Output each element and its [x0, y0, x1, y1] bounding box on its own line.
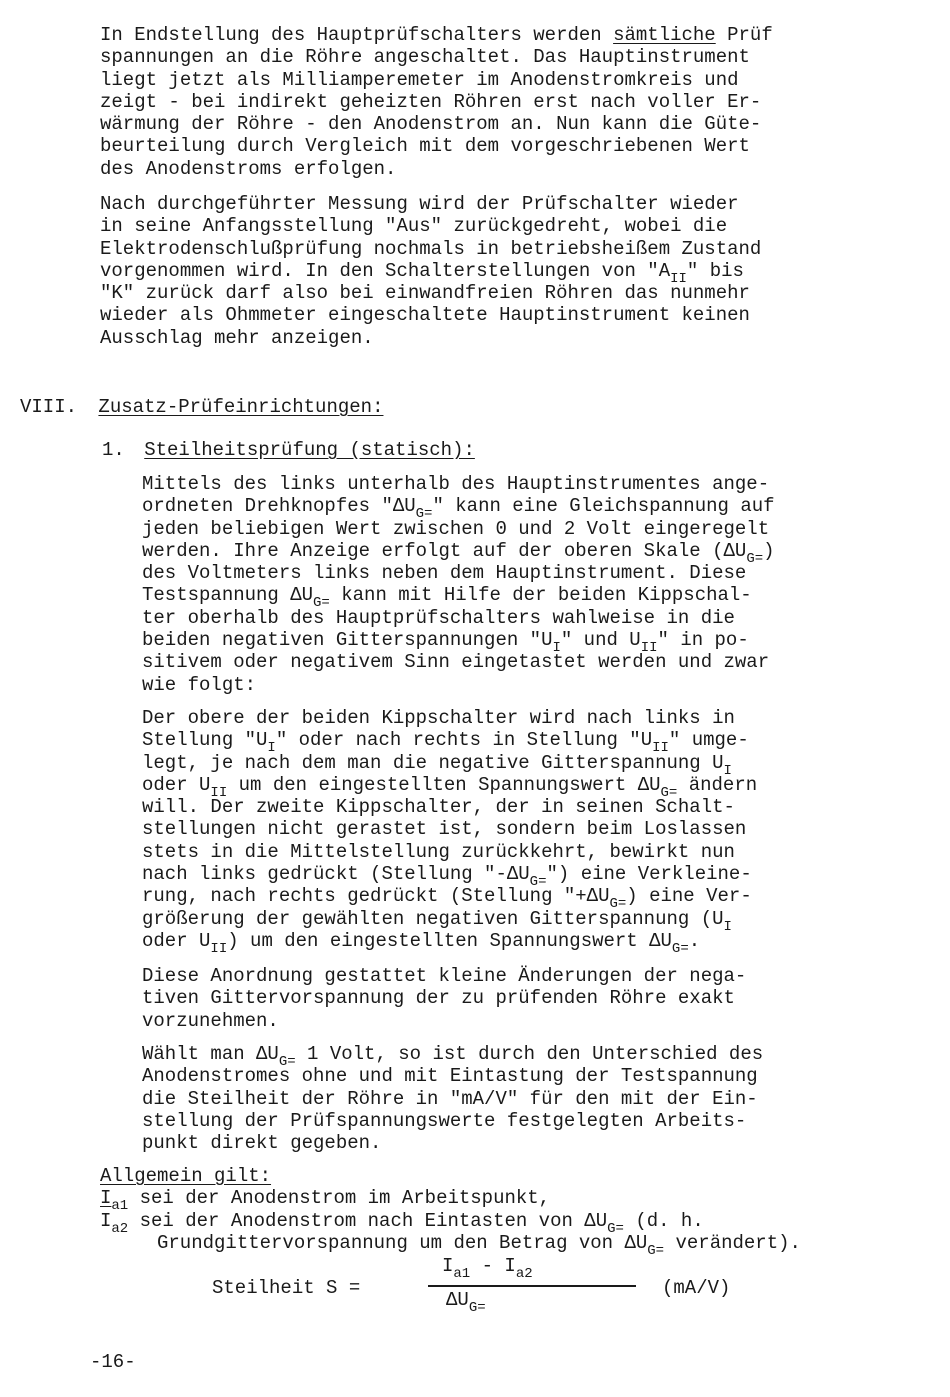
text: legt, je nach dem man die negative Gitterspannung U — [142, 751, 724, 774]
formula-label: Steilheit S = — [212, 1277, 361, 1299]
text-line: wieder als Ohmmeter eingeschaltete Hauptinstrument keinen — [100, 304, 750, 327]
subscript: G= — [609, 896, 627, 913]
subscript: I — [552, 640, 561, 657]
subscript: G= — [607, 1220, 624, 1237]
general-heading: Allgemein gilt: — [100, 1165, 272, 1187]
text-line: des Voltmeters links neben dem Hauptinstrument. Diese — [142, 562, 747, 585]
page-number: -16- — [90, 1351, 136, 1373]
text-line: punkt direkt gegeben. — [142, 1132, 382, 1155]
text-line: spannungen an die Röhre angeschaltet. Das Hauptinstrument — [100, 46, 750, 69]
subscript: G= — [660, 784, 678, 801]
text: verändert). — [664, 1231, 801, 1254]
subsection-number: 1. — [102, 439, 125, 461]
text: ) eine Ver- — [626, 885, 752, 908]
text-line: zeigt - bei indirekt geheizten Röhren erst nach voller Er- — [100, 90, 762, 113]
subscript: a2 — [515, 1266, 533, 1282]
text-line: wärmung der Röhre - den Anodenstrom an. Nun kann die Güte- — [100, 113, 762, 136]
text: " kann eine Gleichspannung auf — [432, 495, 775, 518]
subscript: II — [670, 270, 687, 287]
subscript: G= — [529, 874, 547, 891]
text: In Endstellung des Hauptprüfschalters werden — [100, 24, 614, 46]
text: " und U — [560, 629, 641, 652]
text: ändern — [677, 773, 758, 796]
text-line: "K" zurück darf also bei einwandfreien Röhren das nunmehr — [100, 282, 750, 305]
subscript: I — [723, 918, 732, 935]
general-definitions — [100, 1165, 801, 1259]
formula-unit: (mA/V) — [662, 1277, 731, 1299]
text: ) — [763, 539, 775, 562]
text-line: jeden beliebigen Wert zwischen 0 und 2 Volt eingeregelt — [142, 517, 770, 540]
text-line: stellungen nicht gerastet ist, sondern beim Loslassen — [142, 818, 747, 841]
text-line: sitivem oder negativem Sinn eingetastet werden und zwar — [142, 651, 770, 674]
subscript: II — [640, 640, 658, 657]
subscript: G= — [746, 550, 764, 567]
formula-numerator — [442, 1255, 533, 1282]
text: beiden negativen Gitterspannungen "U — [142, 629, 553, 652]
text-line: Anodenstromes ohne und mit Eintastung der Testspannung — [142, 1065, 758, 1088]
text: um den eingestellten Spannungswert ΔU — [227, 773, 661, 796]
text-line: Elektrodenschlußprüfung nochmals in betriebsheißem Zustand — [100, 237, 762, 260]
text: " umge- — [668, 729, 749, 752]
steepness-formula — [212, 1255, 772, 1325]
text: größerung der gewählten negativen Gitterspannung (U — [142, 907, 724, 930]
text-line: Diese Anordnung gestattet kleine Änderungen der nega- — [142, 965, 747, 987]
subscript: G= — [278, 1054, 296, 1070]
paragraph-d — [142, 1043, 763, 1154]
text: ΔU — [446, 1289, 469, 1311]
subscript: a2 — [111, 1220, 129, 1237]
subscript: II — [210, 784, 228, 801]
text-line: Ausschlag mehr anzeigen. — [100, 326, 374, 349]
symbol: I — [100, 1187, 112, 1210]
text: " bis — [686, 259, 744, 282]
text-line: Mittels des links unterhalb des Hauptinstrumentes ange- — [142, 473, 770, 495]
text-line: will. Der zweite Kippschalter, der in seinen Schalt- — [142, 796, 735, 819]
text: nach links gedrückt (Stellung "-ΔU — [142, 863, 530, 886]
text: Wählt man ΔU — [142, 1043, 279, 1065]
paragraph-a — [142, 473, 775, 696]
subscript: G= — [671, 940, 689, 957]
text: rung, nach rechts gedrückt (Stellung "+ΔU — [142, 885, 610, 908]
subscript: G= — [647, 1242, 665, 1259]
text: werden. Ihre Anzeige erfolgt auf der oberen Skale (ΔU — [142, 539, 747, 562]
subsection-heading — [102, 439, 475, 461]
symbol: I — [100, 1209, 112, 1232]
text-line: liegt jetzt als Milliamperemeter im Anodenstromkreis und — [100, 68, 739, 91]
text: oder U — [142, 929, 211, 952]
paragraph-c — [142, 965, 746, 1032]
text: . — [688, 929, 701, 952]
text: sei der Anodenstrom nach Eintasten von ΔU — [128, 1209, 608, 1232]
subscript: a1 — [453, 1266, 471, 1282]
text: Testspannung ΔU — [142, 584, 314, 607]
subscript: G= — [313, 595, 330, 612]
text: oder U — [142, 773, 211, 796]
text: ) um den eingestellten Spannungswert ΔU — [227, 929, 672, 952]
formula-denominator — [446, 1289, 486, 1316]
text-line: Nach durchgeführter Messung wird der Prüfschalter wieder — [100, 193, 739, 215]
text: sei der Anodenstrom im Arbeitspunkt, — [128, 1187, 551, 1210]
intro-paragraph-2 — [100, 193, 761, 349]
text-line: ter oberhalb des Hauptprüfschalters wahlweise in die — [142, 606, 735, 629]
text-line: Der obere der beiden Kippschalter wird nach links in — [142, 707, 735, 729]
text: Prüf — [715, 24, 773, 46]
text: Grundgittervorspannung um den Betrag von ΔU — [157, 1231, 648, 1254]
section-number: VIII. — [20, 396, 78, 418]
symbol: I — [442, 1255, 454, 1277]
text-line: stellung der Prüfspannungswerte festgelegten Arbeits- — [142, 1109, 747, 1132]
text-line: in seine Anfangsstellung "Aus" zurückgedreht, wobei die — [100, 215, 728, 238]
text: kann mit Hilfe der beiden Kippschal- — [329, 584, 752, 607]
subscript: G= — [468, 1300, 486, 1316]
subscript: I — [267, 740, 276, 757]
text: Stellung "U — [142, 729, 268, 752]
section-heading — [20, 396, 383, 418]
text: - I — [470, 1255, 516, 1277]
text: ordneten Drehknopfes "ΔU — [142, 495, 416, 518]
text: (d. h. — [623, 1209, 704, 1232]
paragraph-b — [142, 707, 758, 957]
text-line: des Anodenstroms erfolgen. — [100, 157, 397, 180]
subscript: G= — [415, 506, 433, 523]
subscript: a1 — [111, 1198, 129, 1215]
text-line: tiven Gittervorspannung der zu prüfenden Röhre exakt — [142, 987, 735, 1010]
subscript: II — [210, 940, 228, 957]
text: " in po- — [657, 629, 749, 652]
text-line: die Steilheit der Röhre in "mA/V" für den mit der Ein- — [142, 1087, 758, 1110]
text-line: stets in die Mittelstellung zurückkehrt, bewirkt nun — [142, 840, 735, 863]
fraction-bar — [428, 1285, 636, 1287]
section-title: Zusatz-Prüfeinrichtungen: — [98, 396, 384, 418]
text: vorgenommen wird. In den Schalterstellungen von "A — [100, 259, 671, 282]
text: 1 Volt, so ist durch den Unterschied des — [295, 1043, 764, 1065]
text-line: vorzunehmen. — [142, 1009, 279, 1032]
subscript: I — [723, 762, 732, 779]
subscript: II — [652, 740, 669, 757]
emphasis-text: sämtliche — [613, 24, 716, 46]
intro-paragraph-1 — [100, 24, 773, 180]
text-line: beurteilung durch Vergleich mit dem vorgeschriebenen Wert — [100, 135, 750, 158]
subsection-title: Steilheitsprüfung (statisch): — [144, 439, 475, 461]
text: ") eine Verkleine- — [546, 863, 752, 886]
text: " oder nach rechts in Stellung "U — [275, 729, 653, 752]
text-line: wie folgt: — [142, 673, 257, 696]
